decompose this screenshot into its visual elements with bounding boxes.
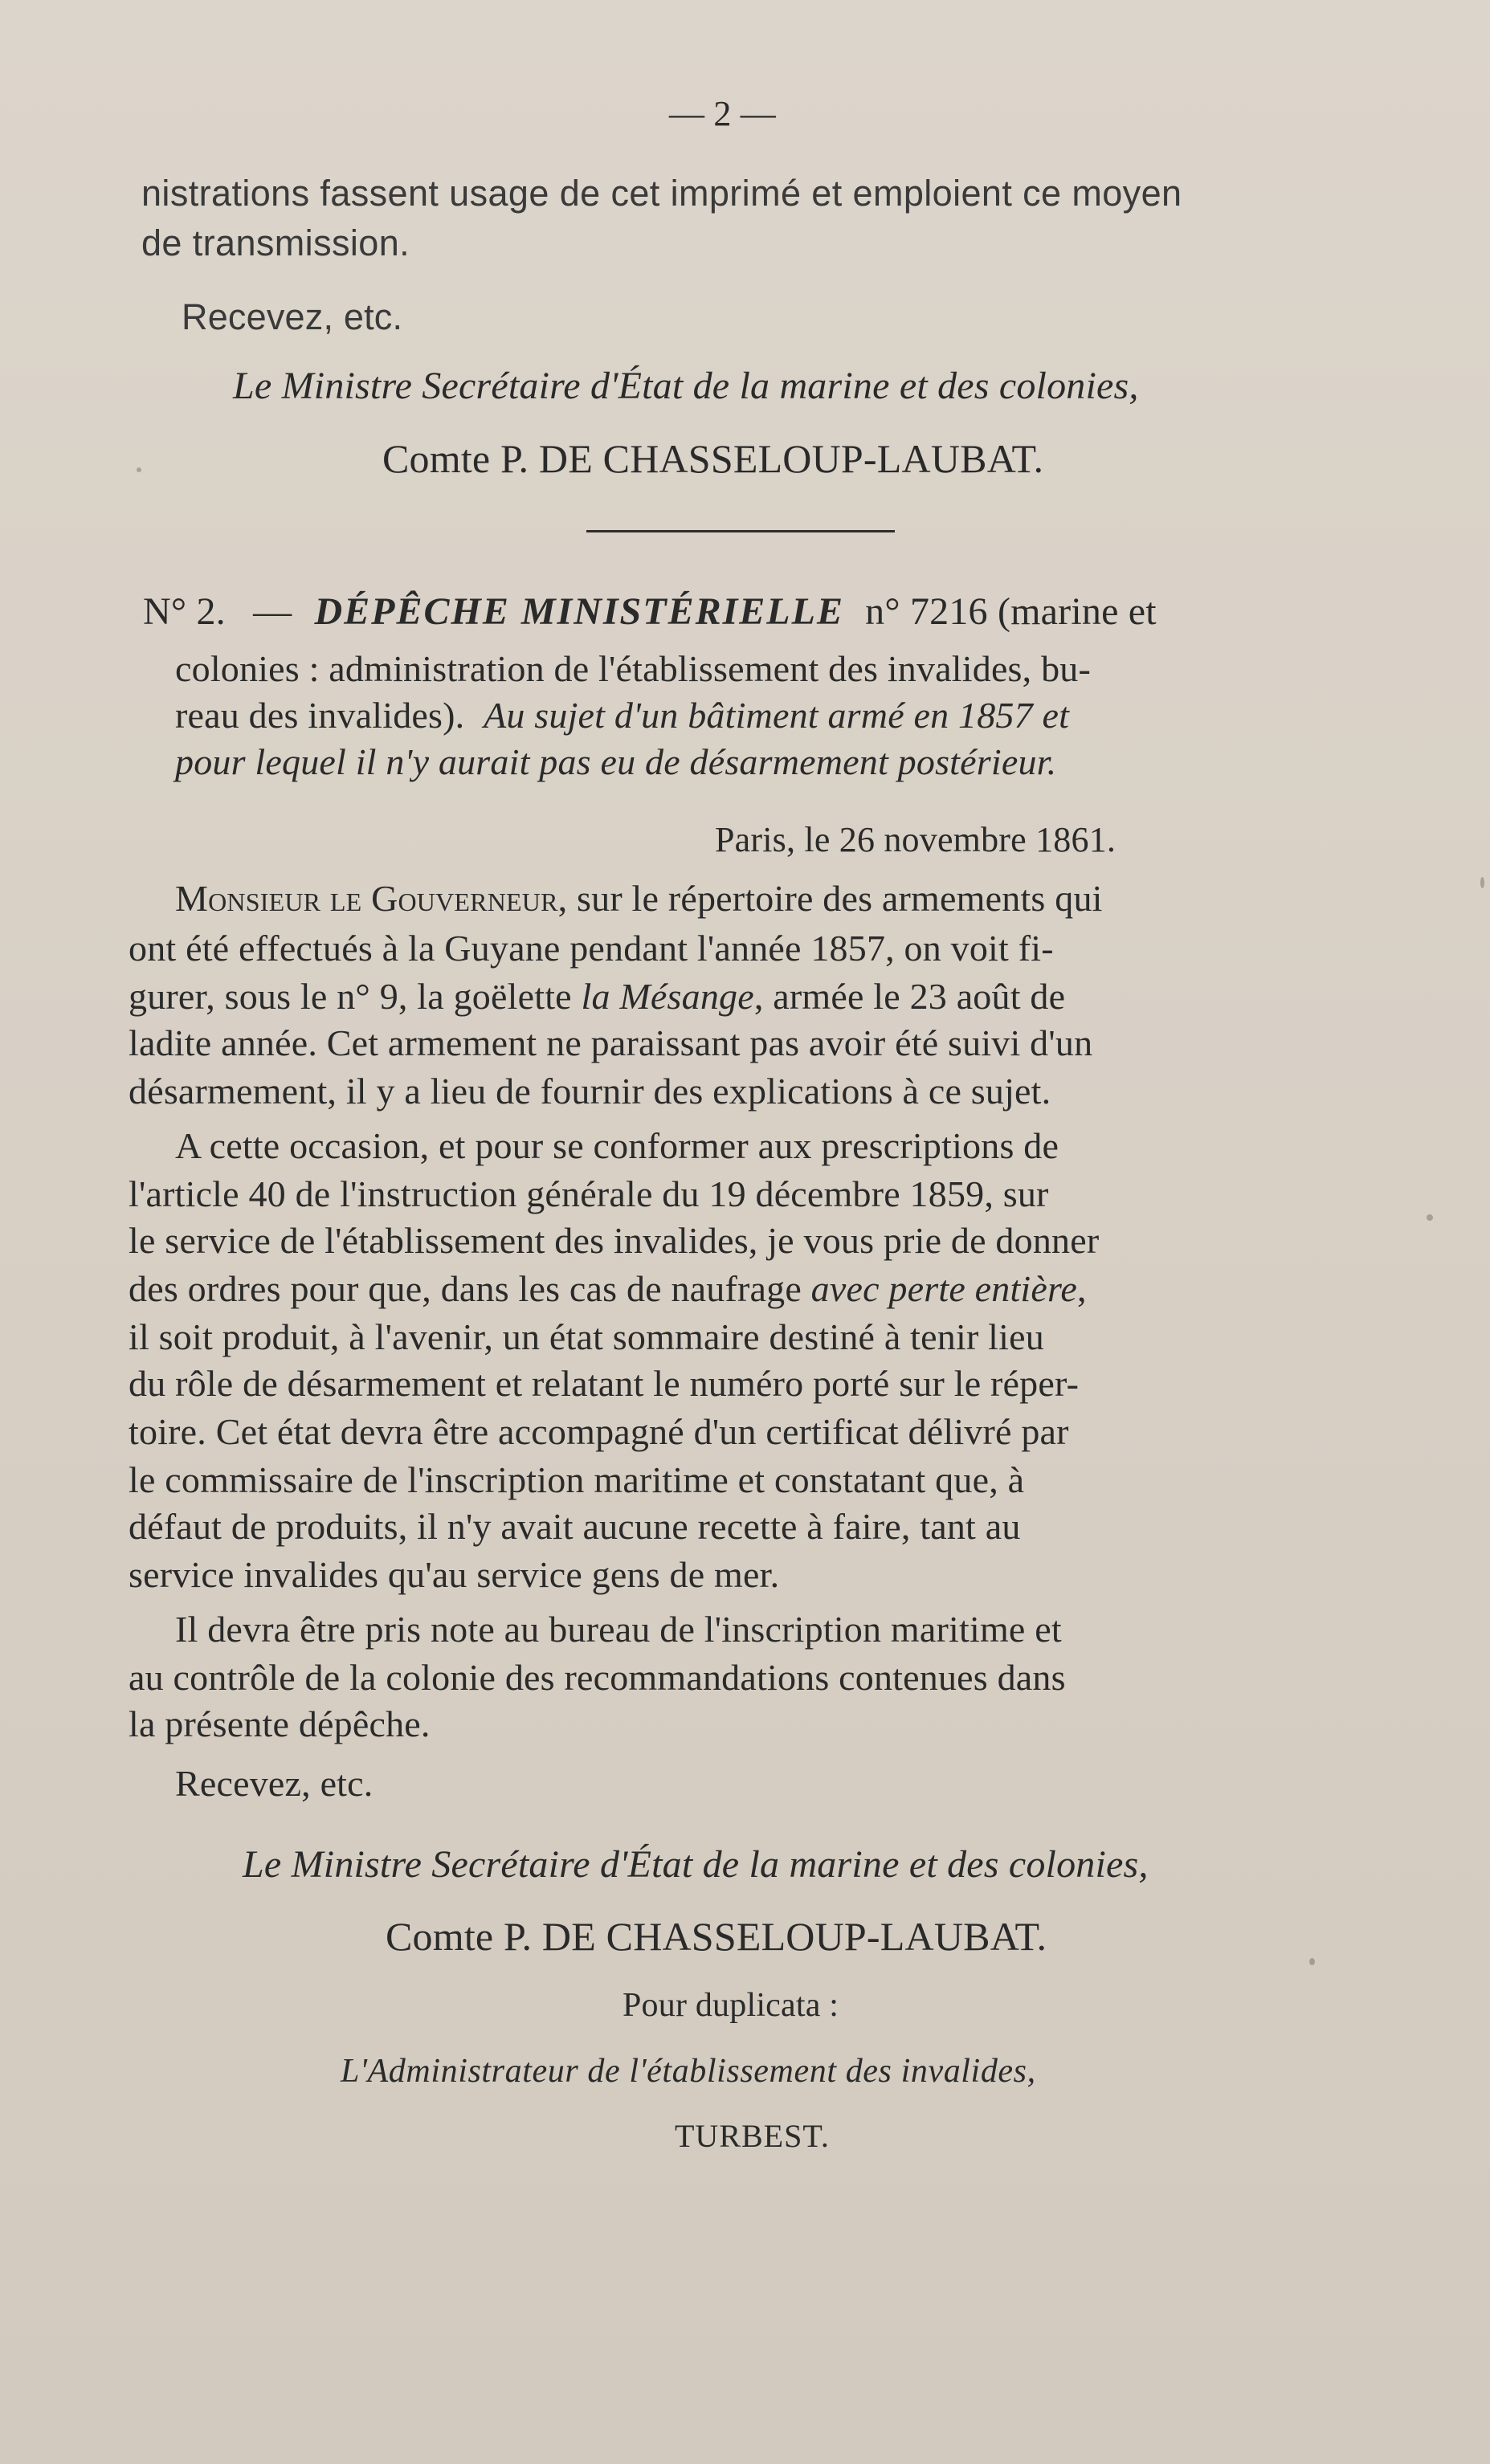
letter-text-line: de transmission.	[141, 222, 410, 263]
dispatch-title: DÉPÊCHE MINISTÉRIELLE	[314, 590, 844, 633]
body-line: le commissaire de l'inscription maritime et constatant que, à	[129, 1459, 1025, 1500]
body-line: il soit produit, à l'avenir, un état sommaire destiné à tenir lieu	[129, 1316, 1044, 1357]
dispatch-number: N° 2.	[143, 590, 226, 633]
dispatch-heading-line: colonies : administration de l'établissement des invalides, bu-	[175, 648, 1091, 689]
dispatch-subject-plain: reau des invalides).	[175, 695, 465, 736]
salutation: Monsieur le Gouverneur	[175, 878, 558, 919]
body-line: du rôle de désarmement et relatant le numéro porté sur le réper-	[129, 1363, 1080, 1404]
administrator-name: TURBEST.	[675, 2118, 830, 2154]
emphasis: avec perte entière	[810, 1268, 1078, 1309]
ship-name: la Mésange	[581, 976, 754, 1017]
body-line: toire. Cet état devra être accompagné d'un certificat délivré par	[129, 1411, 1069, 1452]
duplicata-label: Pour duplicata :	[623, 1987, 839, 2024]
letter-text-line: nistrations fassent usage de cet imprimé et emploient ce moyen	[141, 173, 1182, 214]
body-line: A cette occasion, et pour se conformer aux prescriptions de	[175, 1125, 1059, 1166]
body-line: la présente dépêche.	[129, 1703, 431, 1744]
signature-name: Comte P. DE CHASSELOUP-LAUBAT.	[386, 1914, 1047, 1959]
body-line: l'article 40 de l'instruction générale du 19 décembre 1859, sur	[129, 1173, 1049, 1214]
dispatch-reference: n° 7216 (marine et	[865, 590, 1157, 633]
body-line: au contrôle de la colonie des recommandations contenues dans	[129, 1657, 1066, 1698]
administrator-title: L'Administrateur de l'établissement des invalides,	[341, 2053, 1036, 2090]
dispatch-heading-line	[175, 697, 1069, 734]
dispatch-heading-line	[143, 590, 1157, 633]
dispatch-subject-italic: Au sujet d'un bâtiment armé en 1857 et	[484, 695, 1070, 736]
paper-speck	[1427, 1214, 1433, 1221]
closing-formula: Recevez, etc.	[175, 1763, 374, 1804]
signature-title: Le Ministre Secrétaire d'État de la marine et des colonies,	[233, 365, 1139, 407]
dateline: Paris, le 26 novembre 1861.	[715, 820, 1116, 859]
paper-speck	[1480, 877, 1484, 888]
signature-name: Comte P. DE CHASSELOUP-LAUBAT.	[382, 436, 1044, 481]
closing-formula: Recevez, etc.	[182, 296, 403, 337]
body-line: désarmement, il y a lieu de fournir des explications à ce sujet.	[129, 1071, 1051, 1112]
signature-title: Le Ministre Secrétaire d'État de la marine et des colonies,	[243, 1843, 1149, 1886]
body-line: des ordres pour que, dans les cas de naufrage avec perte entière,	[129, 1268, 1087, 1309]
body-line: ont été effectués à la Guyane pendant l'année 1857, on voit fi-	[129, 928, 1054, 969]
body-line: service invalides qu'au service gens de mer.	[129, 1554, 780, 1595]
body-line: le service de l'établissement des invalides, je vous prie de donner	[129, 1220, 1100, 1261]
body-line: ladite année. Cet armement ne paraissant pas avoir été suivi d'un	[129, 1022, 1093, 1063]
page-number: — 2 —	[669, 94, 776, 133]
body-line: défaut de produits, il n'y avait aucune recette à faire, tant au	[129, 1506, 1021, 1547]
paper-speck	[1309, 1958, 1315, 1965]
section-divider	[586, 530, 895, 532]
dispatch-dash: —	[253, 590, 292, 633]
paper-speck	[137, 467, 141, 472]
dispatch-heading-line: pour lequel il n'y aurait pas eu de désarmement postérieur.	[175, 741, 1057, 782]
body-line: Monsieur le Gouverneur, sur le répertoire des armements qui	[175, 878, 1103, 919]
body-line: gurer, sous le n° 9, la goëlette la Mésange, armée le 23 août de	[129, 976, 1066, 1017]
body-line: Il devra être pris note au bureau de l'inscription maritime et	[175, 1609, 1062, 1650]
